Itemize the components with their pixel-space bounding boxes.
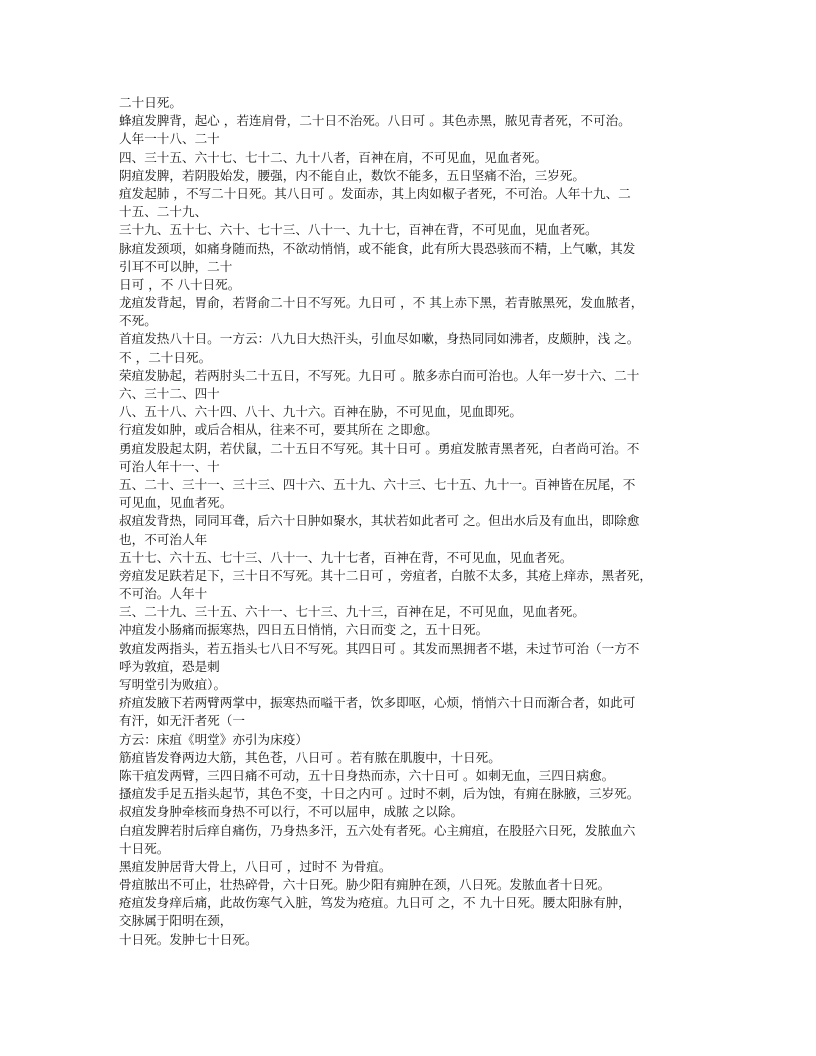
text-line: 冲疽发小肠痛而振寒热，四日五日悄悄，六日而变 之，五十日死。 xyxy=(119,622,489,638)
text-line: 五、二十、三十一、三十三、四十六、五十九、六十三、七十五、九十一。百神皆在尻尾，不 xyxy=(119,476,636,492)
text-line: 方云：床疽《明堂》亦引为床疫） xyxy=(119,731,308,747)
text-line: 脉疽发颈项，如痛身随而热，不欲动悄悄，或不能食，此有所大畏恐骇而不精，上气嗽，其发 xyxy=(119,240,636,256)
text-line: 有汗，如无汗者死（一 xyxy=(119,713,245,729)
text-line: 疽发起肺 ，不写二十日死。其八日可 。发面赤，其上肉如椒子者死，不可治。人年十九、二 xyxy=(119,185,631,201)
text-line: 白疽发脾若肘后痒自痛伤，乃身热多汗，五六处有者死。心主痈疽，在股胫六日死，发脓血六 xyxy=(119,822,636,838)
text-line: 不死。 xyxy=(119,313,157,329)
text-line: 三十九、五十七、六十、七十三、八十一、九十七，百神在背，不可见血，见血者死。 xyxy=(119,222,598,238)
text-line: 龙疽发背起，胃俞，若肾俞二十日不写死。九日可 ，不 其上赤下黑，若青脓黑死，发血脓者， xyxy=(119,295,644,311)
text-line: 骨疽脓出不可止，壮热碎骨，六十日死。胁少阳有痈肿在颈，八日死。发脓血者十日死。 xyxy=(119,877,611,893)
text-line: 四、三十五、六十七、七十二、九十八者，百神在肩，不可见血，见血者死。 xyxy=(119,149,548,165)
text-line: 五十七、六十五、七十三、八十一、九十七者，百神在背，不可见血，见血者死。 xyxy=(119,549,573,565)
text-line: 二十日死。 xyxy=(119,95,182,110)
text-line: 呼为敦疽，恐是刺 xyxy=(119,658,220,674)
text-line: 筋疽皆发脊两边大筋，其色苍，八日可 。若有脓在肌腹中，十日死。 xyxy=(119,749,501,765)
text-line: 人年一十八、二十 xyxy=(119,131,220,147)
text-line: 十五、二十九、 xyxy=(119,204,208,220)
text-line: 也，不可治人年 xyxy=(119,531,208,547)
text-line: 可治人年十一、十 xyxy=(119,458,220,474)
text-line: 三、二十九、三十五、六十一、七十三、九十三，百神在足，不可见血，见血者死。 xyxy=(119,604,585,620)
text-line: 交脉属于阳明在颈， xyxy=(119,913,233,929)
text-line: 叔疽发身肿牵核而身热不可以行，不可以屈申，成脓 之以除。 xyxy=(119,804,464,820)
text-line: 十日死。 xyxy=(119,840,170,856)
text-line: 日可 ，不 八十日死。 xyxy=(119,276,241,292)
text-line: 不 ，二十日死。 xyxy=(119,349,212,365)
text-line: 旁疽发足趺若足下，三十日不写死。其十二日可 ，旁疽者，白脓不太多，其疮上痒赤，黑者死， xyxy=(119,567,652,583)
text-line: 阴疽发脾，若阴股始发，腰强，内不能自止，数饮不能多，五日坚痛不治，三岁死。 xyxy=(119,167,585,183)
text-line: 十日死。发肿七十日死。 xyxy=(119,931,258,947)
text-line: 六、三十二、四十 xyxy=(119,386,220,401)
text-line: 首疽发热八十日。一方云：八九日大热汗头，引血尽如嗽，身热同同如沸者，皮颇肿，浅 之。 xyxy=(119,331,640,347)
text-line: 可见血，见血者死。 xyxy=(119,495,233,511)
text-line: 荣疽发胁起，若两肘头二十五日，不写死。九日可 。脓多赤白而可治也。人年一岁十六、二十 xyxy=(119,367,640,383)
text-line: 行疽发如肿，或后合相从，往来不可，要其所在 之即愈。 xyxy=(119,422,438,438)
text-line: 敦疽发两指头，若五指头七八日不写死。其四日可 。其发而黑拥者不堪，未过节可治（一方不 xyxy=(119,640,640,656)
text-line: 疮疽发身痒后痛，此故伤寒气入脏，笃发为疮疽。九日可 之，不 九十日死。腰太阳脉有肿， xyxy=(119,895,631,911)
text-line: 引耳不可以肿，二十 xyxy=(119,258,233,274)
text-line: 勇疽发股起太阴，若伏鼠，二十五日不写死。其十日可 。勇疽发脓青黑者死，白者尚可治。不 xyxy=(119,440,640,456)
text-line: 疥疽发腋下若两臂两掌中，振寒热而嗌干者，饮多即呕，心烦，悄悄六十日而渐合者，如此可 xyxy=(119,695,636,711)
text-line: 搔疽发手足五指头起节，其色不变，十日之内可 。过时不刺，后为蚀，有痈在脉腋，三岁死。 xyxy=(119,786,640,802)
text-line: 八、五十八、六十四、八十、九十六。百神在胁，不可见血，见血即死。 xyxy=(119,404,522,420)
text-line: 写明堂引为败疽）。 xyxy=(119,677,227,692)
text-line: 陈干疽发两臂，三四日痛不可动，五十日身热而赤，六十日可 。如刺无血，三四日病愈。 xyxy=(119,767,615,783)
document-page xyxy=(119,94,701,949)
text-line: 黑疽发肿居背大骨上，八日可 ，过时不 为骨疽。 xyxy=(119,858,392,874)
text-line: 不可治。人年十 xyxy=(119,586,208,602)
text-line: 叔疽发背热，同同耳聋，后六十日肿如聚水，其状若如此者可 之。但出水后及有血出，即除愈 xyxy=(119,513,640,529)
text-line: 蜂疽发脾背，起心 ，若连肩骨，二十日不治死。八日可 。其色赤黑，脓见青者死，不可治。 xyxy=(119,113,631,129)
